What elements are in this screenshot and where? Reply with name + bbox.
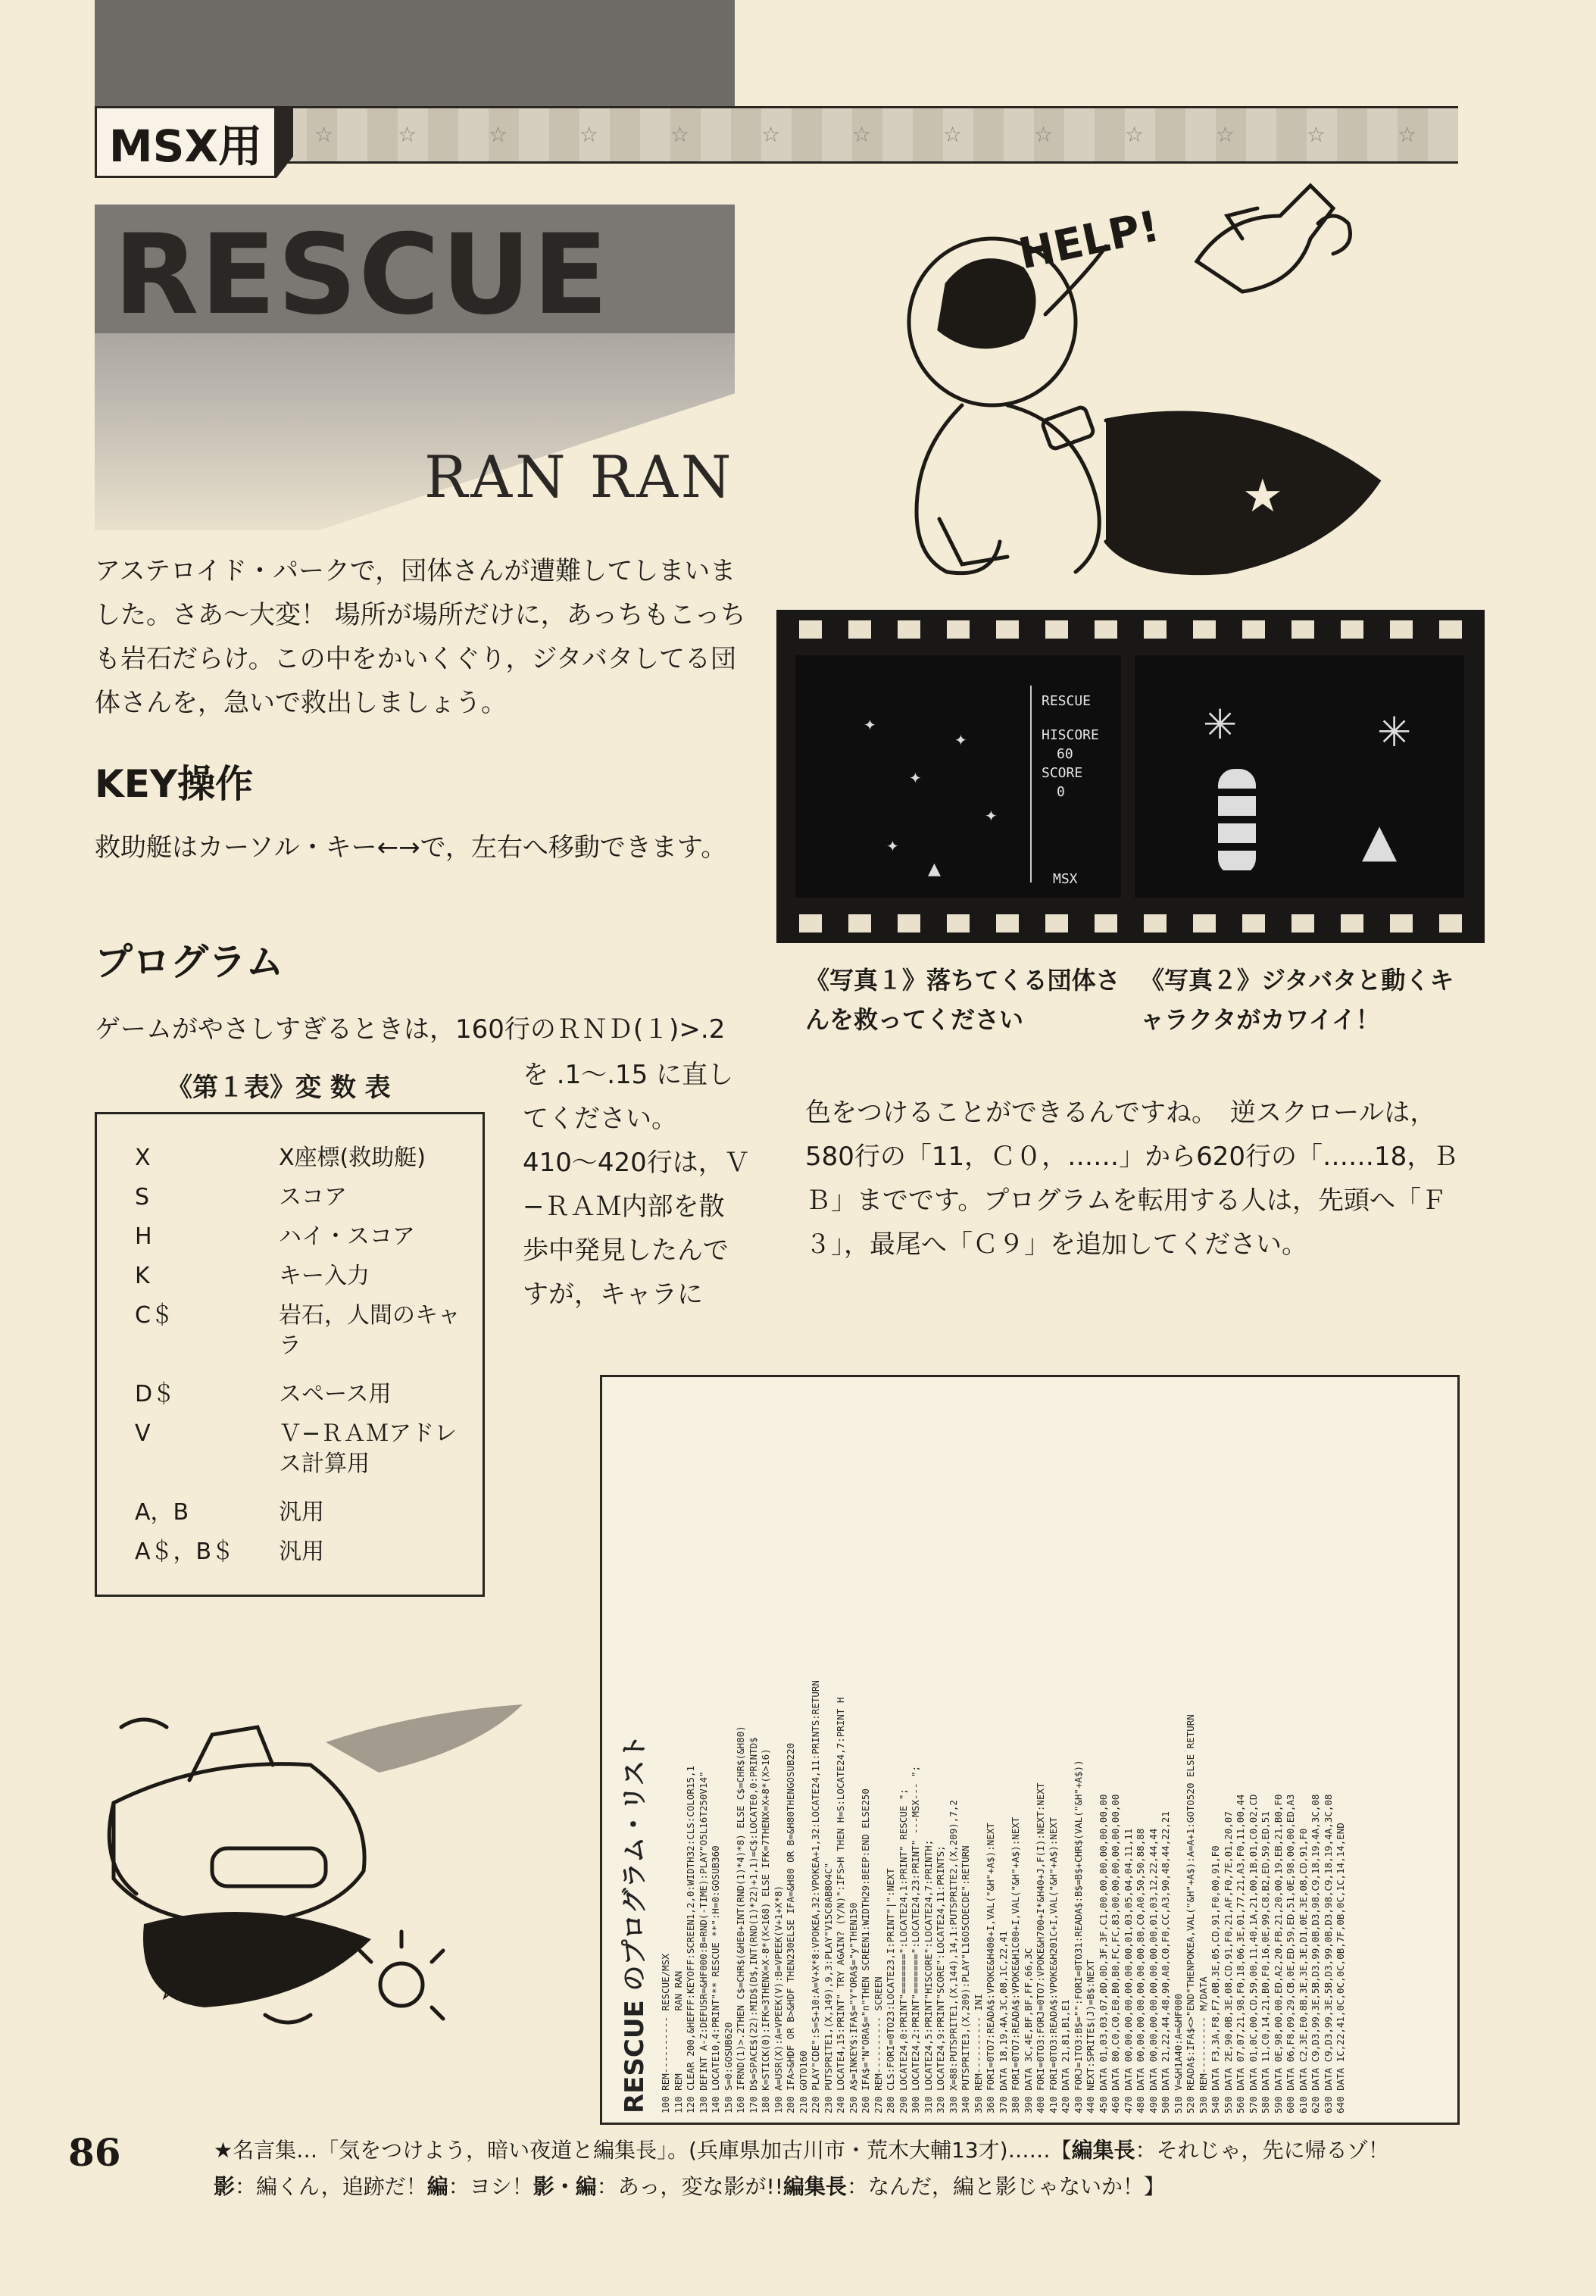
- listing-line: 630 DATA C9,D3,99,3E,5B,D3,99,0B,D3,98,C9,18,19,4A,3C,08: [1322, 1794, 1334, 2113]
- listing-line: 440 NEXT:SPRITE$(J)=B$:NEXT: [1085, 1959, 1096, 2113]
- var-name: A，B: [135, 1499, 189, 1526]
- listing-line: 510 V=&H1A40:A=&HF000: [1172, 1993, 1184, 2113]
- star-icon: ☆: [1398, 122, 1417, 147]
- listing-line: 590 DATA 0E,98,00,00,ED,A2,20,FB,21,20,00,19,EB,21,B0,F0: [1272, 1794, 1284, 2113]
- listing-line: 530 REM---------- M/DATA: [1197, 1976, 1209, 2113]
- hiscore-value: 60: [1057, 746, 1073, 762]
- star-icon: ☆: [314, 122, 334, 147]
- star-icon: ☆: [852, 122, 872, 147]
- listing-line: 260 IFA$="N"ORA$="n"THEN SCREEN1:WIDTH29:BEEP:END ELSE250: [860, 1788, 871, 2113]
- screen-brand: MSX: [1053, 871, 1078, 887]
- variable-table: [95, 1112, 485, 1597]
- listing-line: 380 FORI=0TO7:READA$:VPOKE&H1C00+I,VAL("&H"+A$):NEXT: [1010, 1816, 1021, 2113]
- listing-line: 390 DATA 3C,4E,BF,BF,FF,66,3C: [1022, 1948, 1034, 2113]
- listing-line: 610 DATA C2,3E,E0,8B,3E,3E,3E,D1,0E,3E,08,CD,91,F0: [1297, 1828, 1309, 2113]
- var-desc: X座標(救助艇): [279, 1145, 426, 1171]
- listing-line: 120 CLEAR 200,&HEFFF:KEYOFF:SCREEN1,2,0:WIDTH32:CLS:COLOR15,1: [685, 1765, 696, 2113]
- star-icon: ☆: [1216, 122, 1235, 147]
- listing-line: 300 LOCATE24,2:PRINT"=======":LOCATE24,23:PRINT" ---MSX--- ";: [910, 1765, 921, 2113]
- star-icon: ☆: [398, 122, 417, 147]
- rescue-ship-illustration: [98, 1697, 576, 2098]
- listing-line: 410 FORI=0TO3:READA$:VPOKE&H201C+I,VAL("&H"+A$):NEXT: [1047, 1816, 1059, 2113]
- score-value: 0: [1057, 784, 1065, 800]
- listing-line: 640 DATA 1C,22,41,0C,0C,0C,0B,7F,0B,0C,1C,14,14,END: [1335, 1823, 1346, 2113]
- score-label: SCORE: [1042, 765, 1083, 781]
- listing-line: 210 GOTO160: [797, 2051, 809, 2113]
- star-icon: ☆: [761, 122, 781, 147]
- listing-line: 220 PLAY"CDE":S=S+10:A=V+X*8:VPOKEA,32:VPOKEA+1,32:LOCATE24,11:PRINTS:RETURN: [810, 1680, 821, 2113]
- photo-2-character-closeup: ✳ ✳ ▲: [1135, 655, 1464, 898]
- listing-line: 250 A$=INKEY$:IFA$="Y"ORA$="y"THEN150: [847, 1902, 859, 2113]
- listing-title: RESCUE のプログラム・リスト: [620, 1734, 650, 2113]
- listing-line: 280 CLS:FORI=0TO23:LOCATE23,I:PRINT"|":NEXT: [885, 1868, 896, 2113]
- var-name: H: [135, 1223, 152, 1250]
- photo-filmstrip: [776, 610, 1485, 943]
- listing-line: 470 DATA 00,00,00,00,00,00,00,01,03,05,04,04,11,11: [1122, 1828, 1134, 2113]
- var-desc: 汎用: [279, 1499, 324, 1526]
- var-name: C＄: [135, 1302, 173, 1329]
- listing-line: 230 PUTSPRITE1,(X,149),9,3:PLAY"V15C8AB8O4C": [822, 1862, 834, 2113]
- listing-line: 310 LOCATE24,5:PRINT"HISCORE":LOCATE24,7:PRINTH;: [922, 1839, 934, 2113]
- badge-shadow: [276, 106, 293, 178]
- program-paragraph: ゲームがやさしすぎるときは，160行のＲＮＤ(１)>.2: [95, 1014, 726, 1045]
- listing-line: 130 DEFINT A-Z:DEFUSR=&HF000:B=RND(-TIME):PLAY"O5L16T250V14": [697, 1771, 709, 2113]
- var-name: D＄: [135, 1381, 176, 1407]
- footer-speaker: 影: [214, 2174, 236, 2199]
- listing-line: 430 FORJ=1TO3:B$="":FORI=0TO31:READA$:B$=B$+CHR$(VAL("&H"+A$)): [1072, 1760, 1084, 2113]
- listing-line: 180 K=STICK(0):IFK=3THENX=X-8*(X<168) ELSE IFK=7THENX=X+8*(X>16): [760, 1748, 771, 2113]
- star-icon: ☆: [943, 122, 963, 147]
- star-icon: ☆: [579, 122, 599, 147]
- star-icon: ☆: [1307, 122, 1326, 147]
- listing-line: 580 DATA 11,C0,14,21,B0,F0,16,0E,99,C8,B2,ED,59,ED,51: [1260, 1811, 1271, 2113]
- var-desc: Ｖ−ＲＡＭアドレス計算用: [279, 1420, 458, 1477]
- listing-line: 190 A=USR(X):A=VPEEK(V):B=VPEEK(V+1+X*8): [772, 1885, 784, 2113]
- footer-text: ★名言集…「気をつけよう，暗い夜道と編集長」。(兵庫県加古川市・荒木大輔13才)……【: [214, 2138, 1072, 2163]
- listing-line: 340 PUTSPRITE3,(X,209):PLAY"L16O5CDECDE":RETURN: [960, 1845, 971, 2113]
- listing-line: 560 DATA 07,07,21,98,F0,18,06,3E,01,77,21,A3,F0,11,00,44: [1235, 1794, 1246, 2113]
- listing-line: 150 S=0:GOSUB620: [722, 2022, 734, 2113]
- listing-line: 290 LOCATE24,0:PRINT"=======":LOCATE24,1:PRINT" RESCUE ";: [897, 1788, 909, 2113]
- screen-title: RESCUE: [1042, 693, 1092, 709]
- listing-line: 170 D$=SPACE$(22):MID$(D$,INT(RND(1)*22)+1,1)=C$:LOCATE0,0:PRINTD$: [747, 1737, 759, 2113]
- listing-line: 100 REM---------- RESCUE/MSX: [660, 1954, 671, 2113]
- listing-line: 270 REM---------- SCREEN: [872, 1976, 884, 2113]
- footer-speaker: 影・編: [533, 2174, 597, 2199]
- var-desc: スコア: [279, 1184, 347, 1210]
- listing-line: 540 DATA F3,3A,F8,F7,0B,3E,05,CD,91,F0,00,91,F0: [1210, 1845, 1221, 2113]
- header-dark-band: [95, 0, 735, 106]
- key-heading: KEY操作: [95, 762, 254, 806]
- page-number: 86: [68, 2130, 121, 2175]
- svg-text:☆: ☆: [1197, 534, 1227, 573]
- photo-1-game-screen: ✦ ✦ ✦ ✦ ✦ ▲ RESCUE HISCORE 60 SCORE 0 MSX: [795, 655, 1121, 898]
- svg-text:★: ★: [1242, 470, 1283, 523]
- var-desc: スペース用: [279, 1381, 392, 1407]
- photo-1-caption: 《写真１》落ちてくる団体さんを救ってください: [805, 966, 1120, 1034]
- var-desc: 汎用: [279, 1538, 324, 1565]
- astronaut-illustration: [818, 178, 1424, 602]
- platform-badge: MSX用: [95, 106, 276, 178]
- listing-line: 200 IFA>&HDF OR B>&HDF THEN230ELSE IFA=&H80 OR B=&H80THENGOSUB220: [785, 1742, 796, 2113]
- article-title: RESCUE: [114, 211, 610, 339]
- column3-paragraph: 色をつけることができるんですね。 逆スクロールは，580行の「11，Ｃ０，……」から620行の「……18，ＢＢ」までです。プログラムを転用する人は，先頭へ「Ｆ３」，最尾へ「Ｃ９」を追加してください。: [805, 1098, 1459, 1260]
- footer-text: ：あっ，変な影が!!: [596, 2174, 783, 2199]
- program-listing-box: [600, 1375, 1460, 2125]
- footer-text: ：それじゃ，先に帰るゾ！: [1135, 2138, 1390, 2163]
- listing-line: 600 DATA 06,F8,09,29,CB,0E,ED,59,ED,51,0E,98,00,00,ED,A3: [1285, 1794, 1296, 2113]
- listing-line: 480 DATA 00,00,00,00,00,00,00,80,C0,A0,50,50,88,88: [1135, 1828, 1146, 2113]
- listing-line: 350 REM---------- INI: [972, 1993, 984, 2113]
- star-icon: ☆: [670, 122, 690, 147]
- listing-line: 420 DATA 21,81,B1,E1: [1060, 1999, 1071, 2113]
- footer-text: ：編くん，追跡だ！: [235, 2174, 427, 2199]
- var-desc: キー入力: [279, 1263, 370, 1289]
- footer-note: [214, 2132, 1494, 2205]
- listing-line: 400 FORI=0TO3:FORJ=0TO7:VPOKE&H700+I*&H40+J,F(I):NEXT:NEXT: [1035, 1782, 1046, 2113]
- listing-line: 460 DATA 80,C0,C0,E0,B0,B0,FC,FC,83,00,00,00,00,00,00,00: [1110, 1794, 1121, 2113]
- var-name: V: [135, 1420, 151, 1447]
- listing-line: 620 DATA C9,D3,99,3E,5B,D3,99,0B,D3,98,C9,18,19,4A,3C,08: [1310, 1794, 1321, 2113]
- listing-line: 360 FORI=0TO7:READA$:VPOKE&H400+I,VAL("&H"+A$):NEXT: [985, 1823, 996, 2113]
- footer-speaker: 編集長: [1071, 2138, 1135, 2163]
- author-name: RAN RAN: [424, 443, 735, 511]
- table-caption: 《第１表》変 数 表: [167, 1073, 391, 1103]
- listing-line: 490 DATA 00,00,00,00,00,00,00,00,01,03,12,22,44,44: [1147, 1828, 1159, 2113]
- listing-line: 520 READA$:IFA$<>"END"THENPOKEA,VAL("&H"+A$):A=A+1:GOTO520 ELSE RETURN: [1185, 1714, 1196, 2113]
- footer-text: ：ヨシ！: [448, 2174, 533, 2199]
- footer-text: ：なんだ，編と影じゃないか！】: [846, 2174, 1165, 2199]
- listing-lines: [660, 1394, 1348, 2113]
- key-paragraph: 救助艇はカーソル・キー←→で，左右へ移動できます。: [95, 832, 727, 863]
- listing-line: 500 DATA 21,22,44,48,90,A0,C0,F0,CC,A3,90,48,44,22,21: [1160, 1811, 1171, 2113]
- hiscore-label: HISCORE: [1042, 727, 1099, 743]
- help-speech: HELP!: [1014, 201, 1164, 280]
- listing-line: 330 X=88:PUTSPRITE1,(X,144),14,1:PUTSPRITE2,(X,209),7,2: [947, 1800, 959, 2113]
- footer-speaker: 編: [426, 2174, 448, 2199]
- photo-2-caption: 《写真２》ジタバタと動くキャラクタがカワイイ！: [1140, 966, 1454, 1034]
- listing-line: 160 IFRND(1)>.2THEN C$=CHR$(&HE0+INT(RND(1)*4)*8) ELSE C$=CHR$(&H80): [735, 1726, 746, 2113]
- listing-line: 370 DATA 18,19,4A,3C,08,1C,22,41: [997, 1931, 1009, 2113]
- var-desc: 岩石，人間のキャラ: [279, 1302, 461, 1359]
- listing-line: 240 LOCATE4,15:PRINT" TRY AGAIN? (Y/N)":IFS>H THEN H=S:LOCATE24,7:PRINT H: [835, 1697, 846, 2113]
- var-name: X: [135, 1145, 151, 1171]
- footer-speaker: 編集長: [782, 2174, 847, 2199]
- star-ribbon: [95, 106, 1458, 164]
- star-icon: ☆: [1034, 122, 1054, 147]
- var-name: K: [135, 1263, 150, 1289]
- program-heading: プログラム: [95, 940, 284, 984]
- listing-line: 320 LOCATE24,9:PRINT"SCORE":LOCATE24,11:PRINTS;: [935, 1845, 946, 2113]
- listing-line: 450 DATA 01,03,03,07,0D,0D,3F,3F,C1,00,00,00,00,00,00,00: [1097, 1794, 1109, 2113]
- listing-line: 140 LOCATE10,4:PRINT"** RESCUE **":H=0:GOSUB360: [710, 1845, 721, 2113]
- column2-paragraph: を .1〜.15 に直してください。 410〜420行は，Ｖ−ＲＡＭ内部を散歩中発見したんですが，キャラに: [523, 1060, 750, 1310]
- svg-text:☆: ☆: [151, 1951, 199, 2013]
- listing-line: 110 REM RAN RAN: [672, 1970, 684, 2113]
- var-name: A＄，B＄: [135, 1538, 235, 1565]
- var-desc: ハイ・スコア: [279, 1223, 415, 1250]
- listing-line: 550 DATA 2E,90,0B,3E,08,CD,91,F0,21,AF,F0,7E,01,20,07: [1222, 1811, 1234, 2113]
- intro-paragraph: アステロイド・パークで，団体さんが遭難してしまいました。さあ〜大変！ 場所が場所だけに，あっちもこっちも岩石だらけ。この中をかいくぐり，ジタバタしてる団体さんを，急いで救出しましょう。: [95, 556, 746, 718]
- star-icon: ☆: [1125, 122, 1145, 147]
- var-name: S: [135, 1184, 150, 1210]
- star-icon: ☆: [489, 122, 508, 147]
- listing-line: 570 DATA 01,0C,00,CD,59,00,11,40,1A,21,00,1B,01,C0,02,CD: [1247, 1794, 1259, 2113]
